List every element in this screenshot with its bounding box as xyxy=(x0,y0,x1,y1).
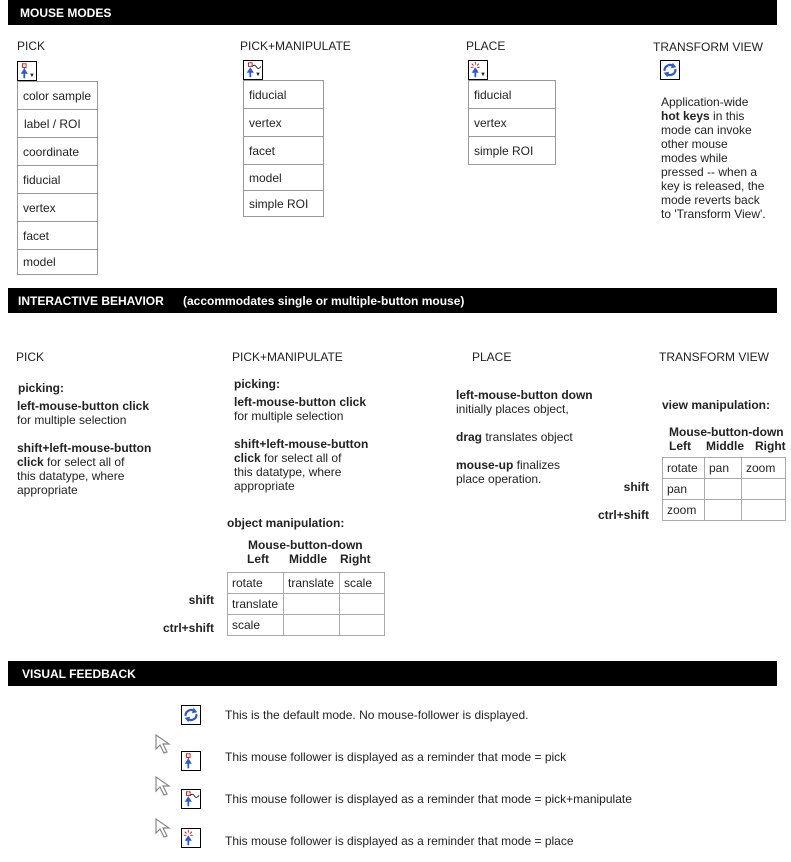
interactive-behavior-header xyxy=(8,288,777,313)
view-manipulation-label: view manipulation: xyxy=(662,398,771,412)
table-cell: translate xyxy=(284,573,340,594)
view-table-col-middle: Middle xyxy=(706,439,744,453)
ib-pick-manipulate-title: PICK+MANIPULATE xyxy=(232,350,343,364)
table-row xyxy=(228,573,385,594)
cursor-arrow-icon xyxy=(154,775,176,797)
table-cell: zoom xyxy=(742,458,786,479)
transform-view-icon xyxy=(661,61,679,79)
view-table-col-right: Right xyxy=(755,439,786,453)
menu-item[interactable]: fiducial xyxy=(18,166,97,194)
table-cell: pan xyxy=(663,479,705,500)
table-cell xyxy=(742,479,786,500)
feedback-transform-icon-box xyxy=(181,705,201,725)
ib-pick-description: picking: left-mouse-button click for multiple selection shift+left-mouse-button click for select all of this datatype, where appropriate xyxy=(17,381,152,497)
view-table-row-ctrl-shift: ctrl+shift xyxy=(597,508,649,522)
place-mode-button[interactable] xyxy=(468,60,488,80)
menu-item[interactable]: fiducial xyxy=(244,81,323,109)
table-row xyxy=(228,615,385,636)
table-row xyxy=(663,500,786,521)
table-cell xyxy=(284,615,340,636)
mouse-modes-header xyxy=(8,0,777,25)
pick-mode-icon xyxy=(182,752,200,770)
pick-mode-button[interactable] xyxy=(17,61,37,81)
interactive-behavior-header-label: INTERACTIVE BEHAVIOR xyxy=(18,294,164,308)
menu-item[interactable]: facet xyxy=(18,222,97,250)
transform-view-mode-button[interactable] xyxy=(660,60,680,80)
pick-mode-title: PICK xyxy=(17,39,46,53)
table-cell: zoom xyxy=(663,500,705,521)
feedback-place-icon-box xyxy=(181,828,201,848)
object-table-col-right: Right xyxy=(340,552,371,566)
table-row xyxy=(663,479,786,500)
view-table-title: Mouse-button-down xyxy=(669,425,784,439)
object-table-col-middle: Middle xyxy=(289,552,327,566)
pick-manipulate-mode-menu xyxy=(243,80,324,217)
pick-manipulate-mode-icon xyxy=(182,790,200,808)
dropdown-arrow-icon: ▼ xyxy=(29,73,35,79)
table-cell: pan xyxy=(705,458,742,479)
menu-item[interactable]: color sample xyxy=(18,82,97,110)
table-cell: translate xyxy=(228,594,284,615)
pick-mode-menu xyxy=(17,81,98,275)
visual-feedback-header xyxy=(8,661,777,686)
menu-item[interactable]: simple ROI xyxy=(469,137,555,165)
cursor-arrow-icon xyxy=(154,733,176,755)
table-row xyxy=(228,594,385,615)
ib-place-title: PLACE xyxy=(472,350,512,364)
table-cell: rotate xyxy=(228,573,284,594)
feedback-text: This mouse follower is displayed as a reminder that mode = place xyxy=(225,834,574,848)
table-cell xyxy=(340,615,385,636)
table-cell xyxy=(705,500,742,521)
ib-place-description: left-mouse-button down initially places object, drag translates object mouse-up finalizes place operation. xyxy=(456,388,593,486)
object-table-col-left: Left xyxy=(247,552,269,566)
menu-item[interactable]: facet xyxy=(244,137,323,165)
feedback-text: This mouse follower is displayed as a reminder that mode = pick xyxy=(225,750,567,764)
place-mode-title: PLACE xyxy=(466,39,506,53)
menu-item[interactable]: model xyxy=(18,250,97,275)
table-cell xyxy=(705,479,742,500)
transform-view-mode-title: TRANSFORM VIEW xyxy=(653,40,763,54)
pick-manipulate-mode-title: PICK+MANIPULATE xyxy=(240,39,351,53)
dropdown-arrow-icon: ▼ xyxy=(255,72,261,78)
table-cell: rotate xyxy=(663,458,705,479)
table-cell xyxy=(284,594,340,615)
menu-item[interactable]: vertex xyxy=(18,194,97,222)
place-mode-icon xyxy=(182,829,200,847)
table-row xyxy=(663,458,786,479)
visual-feedback-header-label: VISUAL FEEDBACK xyxy=(22,667,136,681)
ib-pick-title: PICK xyxy=(16,350,45,364)
object-manipulation-table xyxy=(227,572,385,636)
transform-view-description: Application-wide hot keys in this mode can invoke other mouse modes while pressed -- when a key is released, the mode reverts back to 'Transform View'. xyxy=(661,95,766,221)
pick-manipulate-mode-button[interactable] xyxy=(243,60,263,80)
table-cell: scale xyxy=(340,573,385,594)
menu-item[interactable]: fiducial xyxy=(469,81,555,109)
ib-transform-view-title: TRANSFORM VIEW xyxy=(659,350,769,364)
feedback-pick-manipulate-icon-box xyxy=(181,789,201,809)
view-table-col-left: Left xyxy=(669,439,691,453)
menu-item[interactable]: model xyxy=(244,165,323,191)
feedback-text: This is the default mode. No mouse-follower is displayed. xyxy=(225,708,529,722)
cursor-arrow-icon xyxy=(154,817,176,839)
view-manipulation-table xyxy=(662,457,786,521)
transform-view-icon xyxy=(182,706,200,724)
feedback-text: This mouse follower is displayed as a reminder that mode = pick+manipulate xyxy=(225,792,632,806)
object-table-title: Mouse-button-down xyxy=(248,538,363,552)
menu-item[interactable]: label / ROI xyxy=(18,110,97,138)
menu-item[interactable]: coordinate xyxy=(18,138,97,166)
view-table-row-shift: shift xyxy=(623,480,649,494)
table-cell xyxy=(742,500,786,521)
feedback-pick-icon-box xyxy=(181,751,201,771)
table-cell xyxy=(340,594,385,615)
object-table-row-ctrl-shift: ctrl+shift xyxy=(162,621,214,635)
menu-item[interactable]: vertex xyxy=(244,109,323,137)
object-manipulation-label: object manipulation: xyxy=(227,516,345,530)
mouse-modes-header-label: MOUSE MODES xyxy=(20,6,112,20)
table-cell: scale xyxy=(228,615,284,636)
interactive-behavior-header-note: (accommodates single or multiple-button mouse) xyxy=(183,294,465,308)
menu-item[interactable]: vertex xyxy=(469,109,555,137)
object-table-row-shift: shift xyxy=(188,593,214,607)
place-mode-menu xyxy=(468,80,556,165)
ib-pick-manipulate-description: picking: left-mouse-button click for multiple selection shift+left-mouse-button click for select all of this datatype, where appropriate xyxy=(234,377,369,493)
dropdown-arrow-icon: ▼ xyxy=(480,72,486,78)
menu-item[interactable]: simple ROI xyxy=(244,191,323,217)
